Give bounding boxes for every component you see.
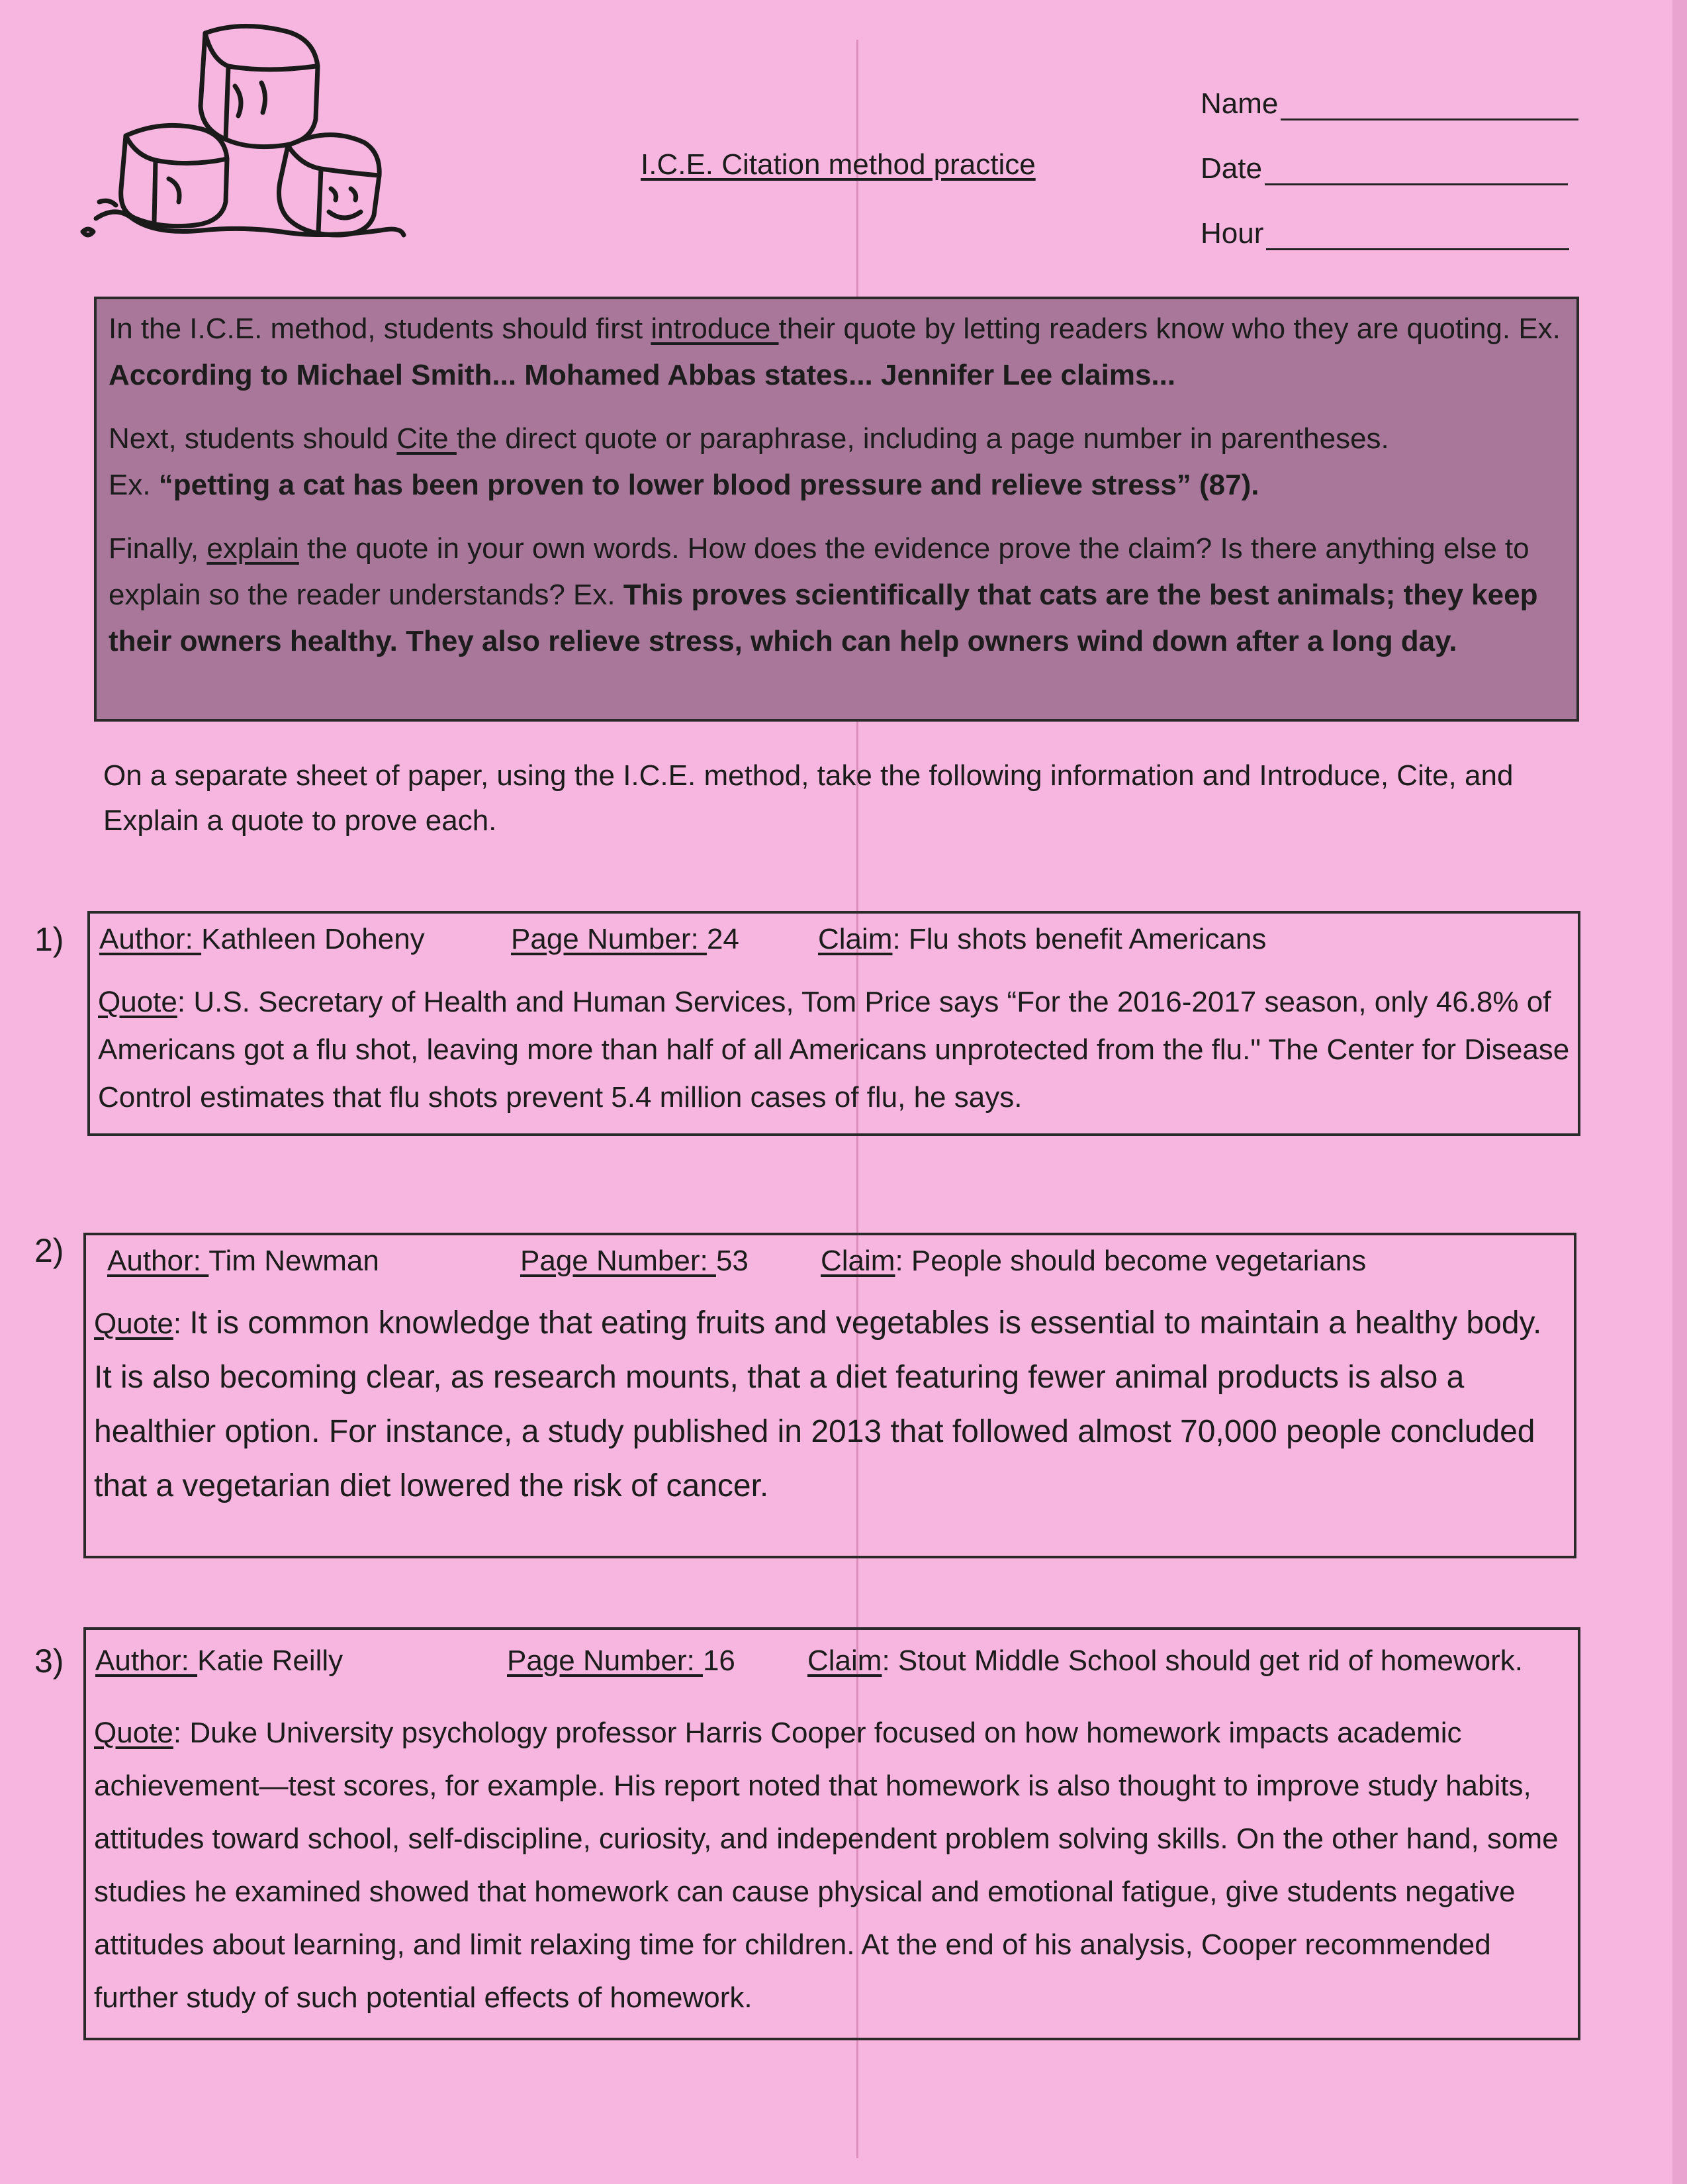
question-card-3 xyxy=(83,1627,1580,2040)
author-value: Tim Newman xyxy=(208,1245,379,1277)
name-label: Name xyxy=(1201,87,1279,120)
question-card-1 xyxy=(87,911,1580,1136)
author-row xyxy=(99,923,425,956)
hour-field[interactable] xyxy=(1201,217,1569,250)
hour-label: Hour xyxy=(1201,217,1264,250)
author-row xyxy=(107,1245,379,1278)
name-field[interactable] xyxy=(1201,87,1578,120)
explain-example: This proves scientifically that cats are the best animals; they keep their owners healthy. They also relieve stress, which can help owners wind down after a long day. xyxy=(109,579,1538,657)
ice-method-explanation xyxy=(94,297,1579,722)
quote-block: Quote: Duke University psychology professor Harris Cooper focused on how homework impacts academic achievement—test scores, for example. His report noted that homework is also thought to improve study habits, attitudes toward school, self-discipline, curiosity, and independent problem solving skills. On the other hand, some studies he examined showed that homework can cause physical and emotional fatigue, give students negative attitudes about learning, and limit relaxing time for children. At the end of his analysis, Cooper recommended further study of such potential effects of homework. xyxy=(94,1717,1559,2014)
page-label: Page Number: xyxy=(507,1644,703,1677)
ice-cubes-logo xyxy=(69,20,414,245)
claim-value: People should become vegetarians xyxy=(911,1245,1367,1277)
hour-blank[interactable] xyxy=(1266,246,1569,250)
question-card-2 xyxy=(83,1233,1576,1558)
quote-label: Quote xyxy=(94,1307,173,1340)
page-value: 24 xyxy=(706,923,739,955)
name-blank[interactable] xyxy=(1281,116,1578,120)
cite-example-quote: “petting a cat has been proven to lower blood pressure and relieve stress” (87). xyxy=(158,469,1259,501)
claim-row: Claim: Stout Middle School should get rid of homework. xyxy=(807,1644,1523,1677)
quote-block: Quote: It is common knowledge that eating fruits and vegetables is essential to maintain a healthy body. It is also becoming clear, as research mounts, that a diet featuring fewer animal products is also a healthier option. For instance, a study published in 2013 that followed almost 70,000 people concluded that a vegetarian diet lowered the risk of cancer. xyxy=(94,1306,1542,1503)
quote-block: Quote: U.S. Secretary of Health and Human Services, Tom Price says “For the 2016-2017 season, only 46.8% of Americans got a flu shot, leaving more than half of all Americans unprotected from the flu." The Center for Disease Control estimates that flu shots prevent 5.4 million cases of flu, he says. xyxy=(98,986,1570,1114)
instructions: On a separate sheet of paper, using the I.C.E. method, take the following information and Introduce, Cite, and Explain a quote to prove each. xyxy=(103,759,1514,837)
page-value: 53 xyxy=(715,1245,749,1277)
author-label: Author: xyxy=(95,1644,198,1677)
claim-value: Flu shots benefit Americans xyxy=(908,923,1267,955)
introduce-term: introduce xyxy=(651,312,779,345)
question-number: 1) xyxy=(34,921,64,958)
date-field[interactable] xyxy=(1201,152,1568,185)
quote-value: U.S. Secretary of Health and Human Services, Tom Price says “For the 2016-2017 season, only 46.8% of Americans got a flu shot, leaving more than half of all Americans unprotected from the flu." The Center for Disease Control estimates that flu shots prevent 5.4 million cases of flu, he says. xyxy=(98,986,1570,1114)
author-value: Kathleen Doheny xyxy=(201,923,425,955)
author-label: Author: xyxy=(99,923,202,955)
cite-example: Ex. “petting a cat has been proven to lower blood pressure and relieve stress” (87). xyxy=(109,469,1259,501)
cite-paragraph: Next, students should Cite the direct quote or paraphrase, including a page number in parentheses. xyxy=(109,422,1389,455)
introduce-paragraph: In the I.C.E. method, students should first introduce their quote by letting readers know who they are quoting. Ex. According to Michael Smith... Mohamed Abbas states... Jennifer Lee claims... xyxy=(109,312,1561,391)
quote-label: Quote xyxy=(94,1717,173,1749)
page-edge xyxy=(1672,0,1687,2184)
page-value: 16 xyxy=(702,1644,735,1677)
author-label: Author: xyxy=(107,1245,209,1277)
claim-row: Claim: Flu shots benefit Americans xyxy=(818,923,1267,955)
claim-label: Claim xyxy=(821,1245,895,1277)
quote-label: Quote xyxy=(98,986,177,1018)
quote-value: It is common knowledge that eating fruits and vegetables is essential to maintain a healthy body. It is also becoming clear, as research mounts, that a diet featuring fewer animal products is also a healthier option. For instance, a study published in 2013 that followed almost 70,000 people concluded that a vegetarian diet lowered the risk of cancer. xyxy=(94,1306,1542,1503)
page-label: Page Number: xyxy=(511,923,707,955)
introduce-examples: According to Michael Smith... Mohamed Abbas states... Jennifer Lee claims... xyxy=(109,359,1176,391)
cite-term: Cite xyxy=(396,422,457,455)
page-row xyxy=(511,923,739,956)
claim-value: Stout Middle School should get rid of homework. xyxy=(897,1644,1523,1677)
question-number: 2) xyxy=(34,1232,64,1269)
claim-row: Claim: People should become vegetarians xyxy=(821,1245,1367,1277)
date-blank[interactable] xyxy=(1265,181,1568,185)
author-row xyxy=(95,1644,343,1678)
claim-label: Claim xyxy=(807,1644,882,1677)
page-label: Page Number: xyxy=(520,1245,716,1277)
claim-label: Claim xyxy=(818,923,893,955)
date-label: Date xyxy=(1201,152,1262,185)
worksheet-title: I.C.E. Citation method practice xyxy=(641,148,1036,181)
question-number: 3) xyxy=(34,1642,64,1680)
explain-term: explain xyxy=(206,532,299,565)
author-value: Katie Reilly xyxy=(197,1644,343,1677)
page-row xyxy=(520,1245,749,1278)
page-row xyxy=(507,1644,735,1678)
quote-value: Duke University psychology professor Harris Cooper focused on how homework impacts academic achievement—test scores, for example. His report noted that homework is also thought to improve study habits, attitudes toward school, self-discipline, curiosity, and independent problem solving skills. On the other hand, some studies he examined showed that homework can cause physical and emotional fatigue, give students negative attitudes about learning, and limit relaxing time for children. At the end of his analysis, Cooper recommended further study of such potential effects of homework. xyxy=(94,1717,1559,2014)
explain-paragraph: Finally, explain the quote in your own words. How does the evidence prove the claim? Is there anything else to explain so the reader understands? Ex. This proves scientifically that cats are the best animals; they keep their owners healthy. They also relieve stress, which can help owners wind down after a long day. xyxy=(109,532,1538,657)
